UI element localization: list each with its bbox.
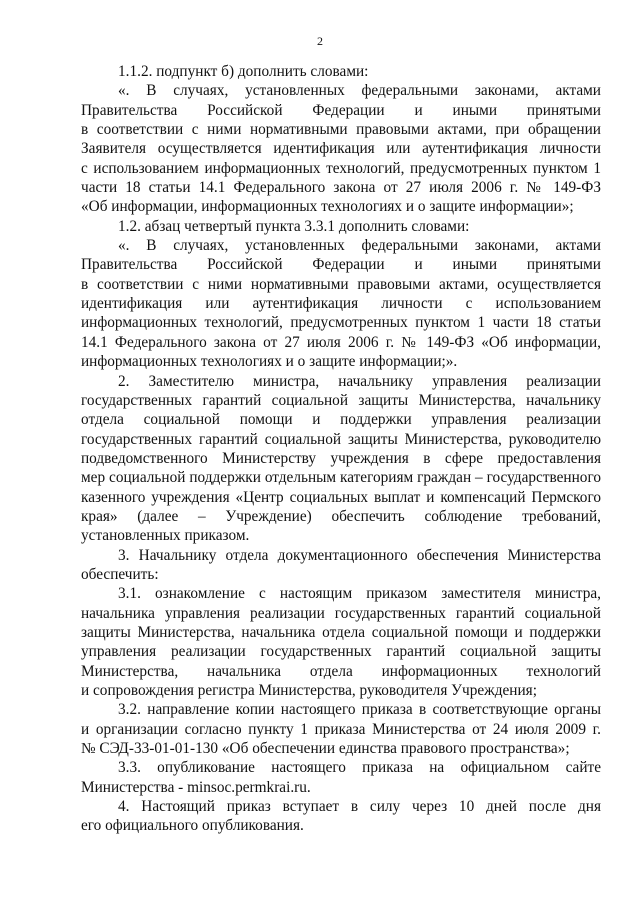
text-line: 3.3. опубликование настоящего приказа на официальном сайте xyxy=(118,759,601,777)
text-line: мер социальной поддержки отдельным категориям граждан – государственного xyxy=(81,469,601,487)
text-line: подведомственного Министерству учреждения в сфере предоставления xyxy=(81,449,601,467)
text-line: 3. Начальнику отдела документационного обеспечения Министерства xyxy=(118,546,601,564)
paragraph-p9 xyxy=(81,758,601,797)
text-line: государственных гарантий социальной защиты Министерства, руководителю xyxy=(81,430,601,448)
paragraph-p1 xyxy=(81,62,601,81)
paragraph-p8 xyxy=(81,700,601,758)
text-line: 14.1 Федерального закона от 27 июля 2006 г. № 149-ФЗ «Об информации, xyxy=(81,333,601,351)
text-line: отдела социальной помощи и поддержки управления реализации xyxy=(81,411,601,429)
text-line: 1.2. абзац четвертый пункта 3.3.1 дополнить словами: xyxy=(118,217,470,235)
text-line: информационных технологий, предусмотренных пунктом 1 части 18 статьи xyxy=(81,314,601,332)
text-line: Заявителя осуществляется идентификация или аутентификация личности xyxy=(81,140,601,158)
text-line: «. В случаях, установленных федеральными законами, актами xyxy=(118,237,601,255)
text-line: защиты Министерства, начальника отдела социальной помощи и поддержки xyxy=(81,623,601,641)
text-line: управления реализации государственных гарантий социальной защиты xyxy=(81,643,601,661)
text-line: Правительства Российской Федерации и иными принятыми xyxy=(81,256,601,274)
text-line: Правительства Российской Федерации и иными принятыми xyxy=(81,101,601,119)
text-line: части 18 статьи 14.1 Федерального закона от 27 июля 2006 г. № 149-ФЗ xyxy=(81,179,601,197)
text-line: и организации согласно пункту 1 приказа Министерства от 24 июля 2009 г. xyxy=(81,720,601,738)
text-line: края» (далее – Учреждение) обеспечить соблюдение требований, xyxy=(81,507,601,525)
document-body xyxy=(81,62,601,836)
text-line: его официального опубликования. xyxy=(81,817,304,835)
text-line: и сопровождения регистра Министерства, руководителя Учреждения; xyxy=(81,682,537,699)
text-line: 4. Настоящий приказ вступает в силу через 10 дней после дня xyxy=(118,798,601,816)
text-line: идентификация или аутентификация личности с использованием xyxy=(81,295,601,313)
text-line: «Об информации, информационных технологиях и о защите информации»; xyxy=(81,198,574,216)
text-line: 3.1. ознакомление с настоящим приказом заместителя министра, xyxy=(118,585,601,603)
paragraph-p4 xyxy=(81,236,601,371)
paragraph-p10 xyxy=(81,797,601,836)
text-line: в соответствии с ними нормативными правовыми актами, при обращении xyxy=(81,121,601,139)
page-number: 2 xyxy=(317,34,323,48)
text-line: «. В случаях, установленных федеральными законами, актами xyxy=(118,82,601,100)
text-line: Министерства - minsoc.permkrai.ru. xyxy=(81,778,311,796)
paragraph-p3 xyxy=(81,217,601,236)
text-line: 2. Заместителю министра, начальнику управления реализации xyxy=(118,372,601,390)
text-line: с использованием информационных технологий, предусмотренных пунктом 1 xyxy=(81,159,601,177)
text-line: Министерства, начальника отдела информационных технологий xyxy=(81,662,601,680)
text-line: установленных приказом. xyxy=(81,527,250,545)
text-line: № СЭД-33-01-01-130 «Об обеспечении единства правового пространства»; xyxy=(81,740,570,758)
text-line: 1.1.2. подпункт б) дополнить словами: xyxy=(118,63,369,80)
text-line: начальника управления реализации государственных гарантий социальной xyxy=(81,604,601,622)
paragraph-p2 xyxy=(81,81,601,216)
text-line: информационных технологиях и о защите информации;». xyxy=(81,353,458,371)
paragraph-p7 xyxy=(81,584,601,700)
text-line: обеспечить: xyxy=(81,565,159,583)
text-line: государственных гарантий социальной защиты Министерства, начальнику xyxy=(81,391,601,409)
text-line: 3.2. направление копии настоящего приказа в соответствующие органы xyxy=(118,701,601,719)
text-line: казенного учреждения «Центр социальных выплат и компенсаций Пермского xyxy=(81,488,601,506)
text-line: в соответствии с ними нормативными правовыми актами, осуществляется xyxy=(81,275,601,293)
paragraph-p6 xyxy=(81,546,601,585)
paragraph-p5 xyxy=(81,372,601,546)
